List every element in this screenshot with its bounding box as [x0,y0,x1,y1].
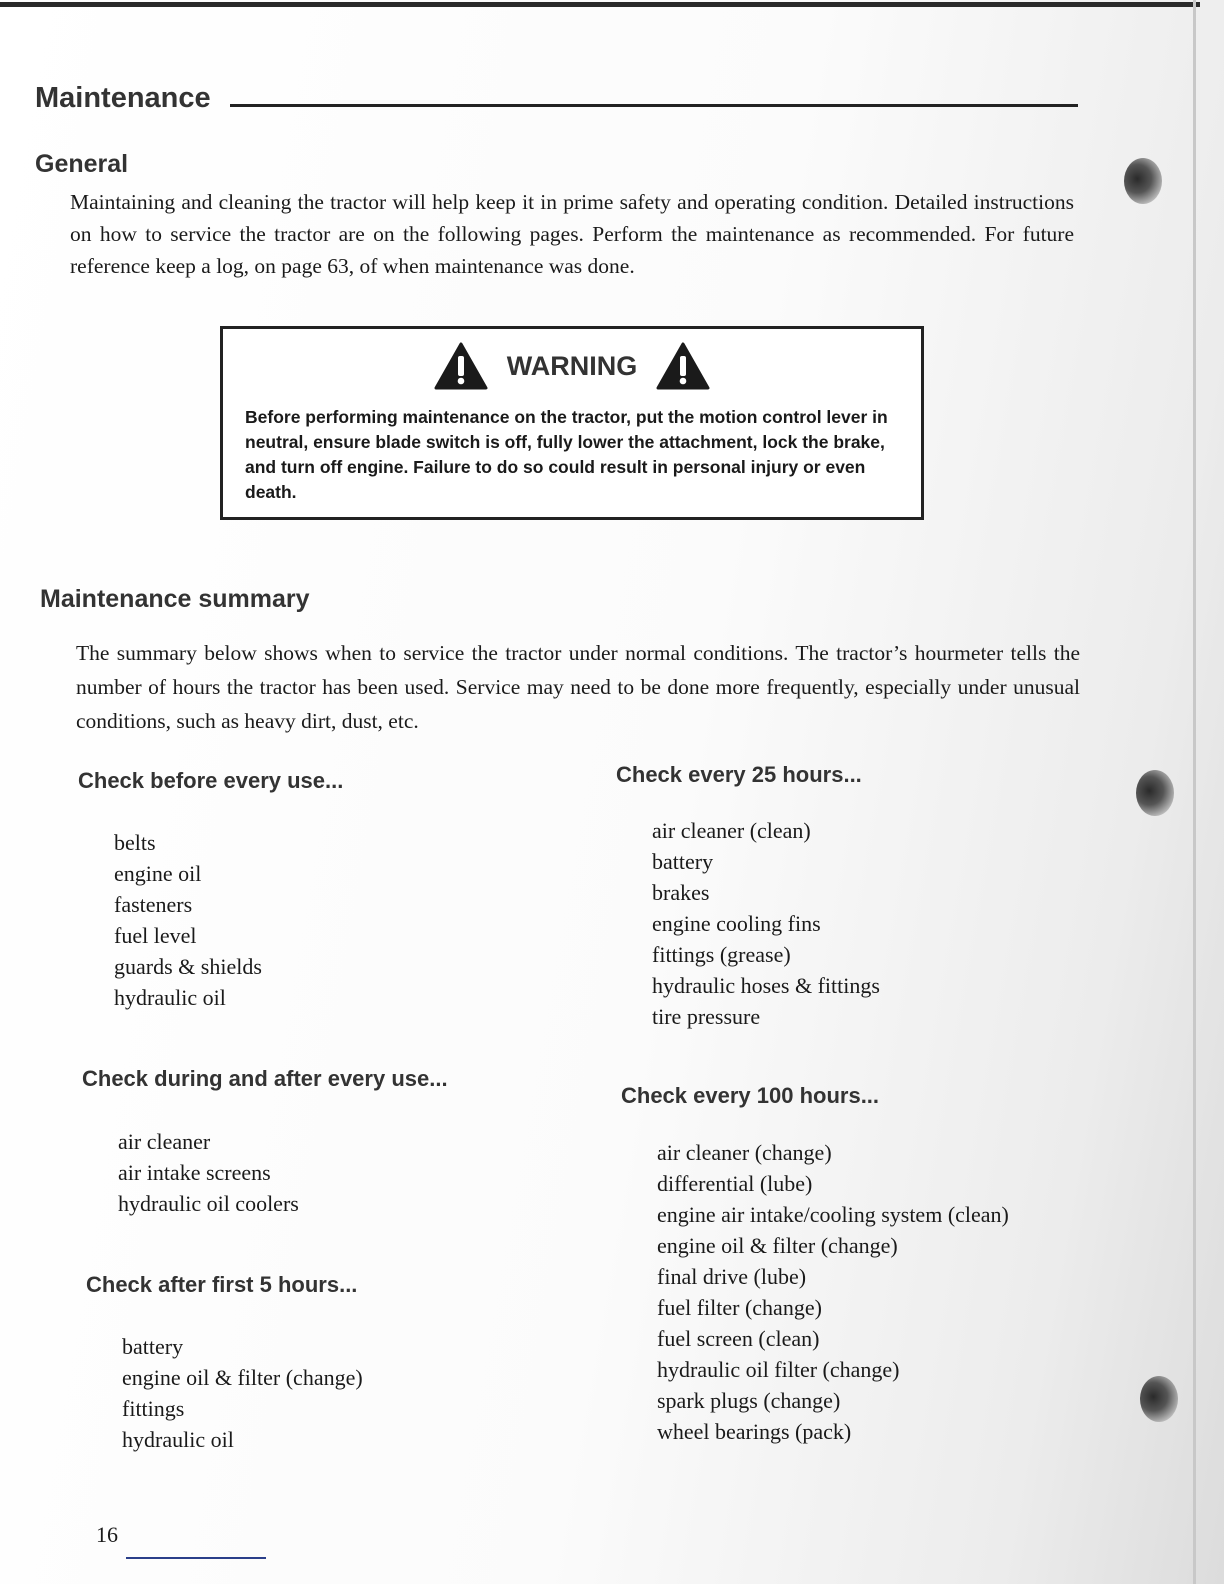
title-rule [230,104,1078,107]
list-item: hydraulic hoses & fittings [652,973,880,998]
general-paragraph: Maintaining and cleaning the tractor will help keep it in prime safety and operating condition. Detailed instructions on how to service the tractor are on the following pages. Perform the maintenance as recommended. For future reference keep a log, on page 63, of when maintenance was done. [70,190,1074,278]
top-border [0,2,1200,7]
list-item: tire pressure [652,1004,761,1029]
list-item: fuel screen (clean) [657,1326,820,1351]
list-item: air cleaner [118,1129,211,1154]
list-item: engine oil [114,861,202,886]
list-item: fuel level [114,923,197,948]
list-item: hydraulic oil filter (change) [657,1357,900,1382]
every-100-hours-heading: Check every 100 hours... [621,1083,880,1108]
list-item: fittings [122,1396,185,1421]
binder-hole [1124,158,1162,204]
warning-header [223,341,921,391]
page-title: Maintenance [35,82,211,114]
list-item: hydraulic oil [122,1427,234,1452]
during-after-use-list [118,1126,299,1219]
page-edge [1193,0,1196,1584]
warning-label: WARNING [506,350,638,381]
list-item: battery [652,849,714,874]
list-item: differential (lube) [657,1171,813,1196]
warning-triangle-icon [433,341,489,391]
list-item: air cleaner (clean) [652,818,811,843]
before-every-use-list [114,827,262,1013]
binder-hole [1136,770,1174,816]
list-item: battery [122,1334,184,1359]
list-item: belts [114,830,156,855]
list-item: fasteners [114,892,193,917]
first-5-hours-heading: Check after first 5 hours... [86,1272,358,1297]
page-number-rule [126,1557,266,1559]
list-item: guards & shields [114,954,262,979]
list-item: spark plugs (change) [657,1388,841,1413]
list-item: brakes [652,880,710,905]
list-item: final drive (lube) [657,1264,807,1289]
list-item: air intake screens [118,1160,271,1185]
binder-hole [1140,1376,1178,1422]
during-after-use-heading: Check during and after every use... [82,1066,448,1091]
list-item: engine oil & filter (change) [657,1233,898,1258]
general-heading: General [35,150,129,178]
warning-box [220,326,924,520]
every-100-hours-list [657,1137,1009,1447]
first-5-hours-list [122,1331,363,1455]
before-every-use-heading: Check before every use... [78,768,344,793]
list-item: engine oil & filter (change) [122,1365,363,1390]
summary-paragraph: The summary below shows when to service the tractor under normal conditions. The tractor’s hourmeter tells the number of hours the tractor has been used. Service may need to be done more frequently, especially under unusual conditions, such as heavy dirt, dust, etc. [76,641,1080,733]
list-item: hydraulic oil coolers [118,1191,299,1216]
list-item: hydraulic oil [114,985,226,1010]
list-item: engine cooling fins [652,911,821,936]
list-item: fittings (grease) [652,942,791,967]
list-item: fuel filter (change) [657,1295,822,1320]
warning-triangle-icon [655,341,711,391]
every-25-hours-list [652,815,880,1032]
list-item: air cleaner (change) [657,1140,832,1165]
warning-text: Before performing maintenance on the tractor, put the motion control lever in neutral, ensure blade switch is off, fully lower the attachment, lock the brake, and turn off engine. Failure to do so could result in personal injury or even death. [245,407,888,502]
every-25-hours-heading: Check every 25 hours... [616,762,862,787]
page-number: 16 [96,1522,118,1547]
list-item: engine air intake/cooling system (clean) [657,1202,1009,1227]
summary-heading: Maintenance summary [40,585,310,613]
list-item: wheel bearings (pack) [657,1419,852,1444]
